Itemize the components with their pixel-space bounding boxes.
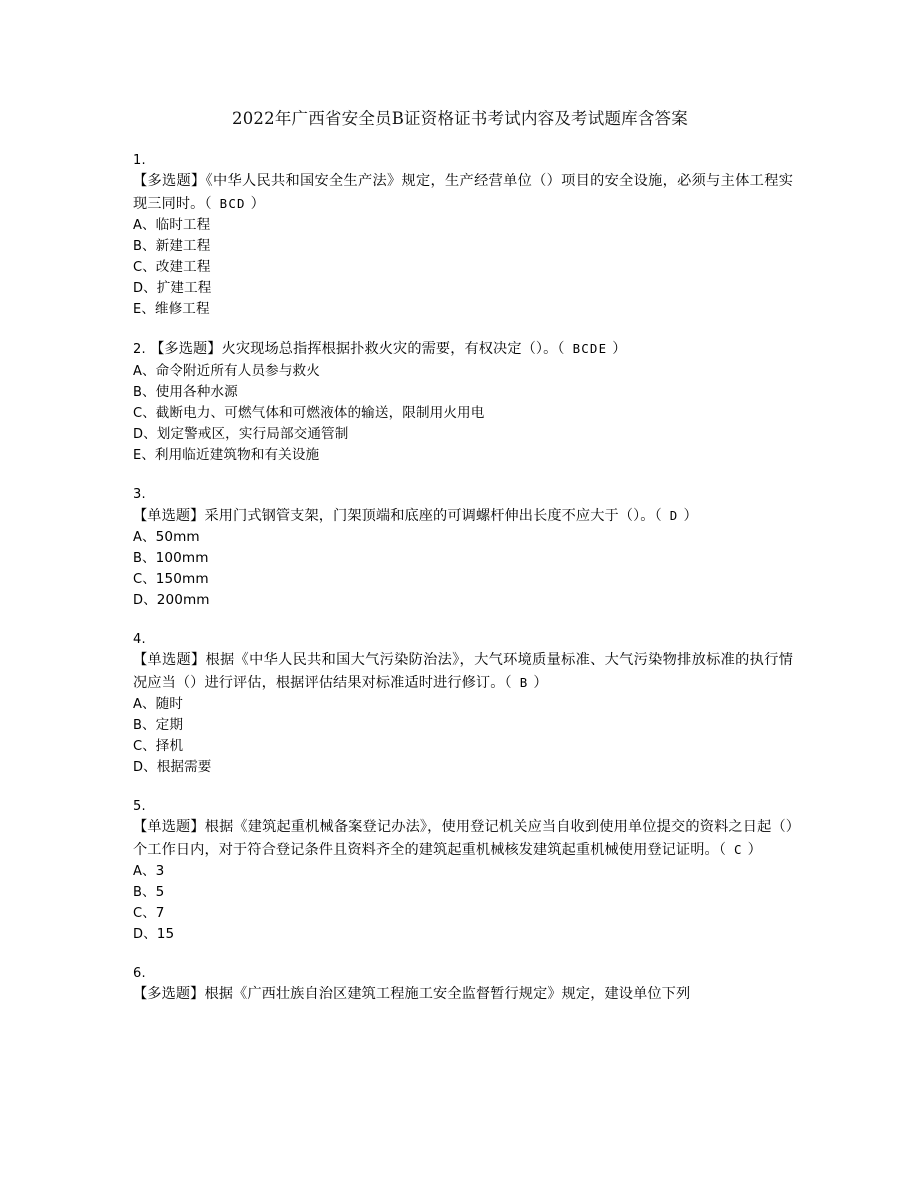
page-title: 2022年广西省安全员B证资格证书考试内容及考试题库含答案: [232, 109, 688, 128]
question-text: 采用门式钢管支架，门架顶端和底座的可调螺杆伸出长度不应大于（）。: [204, 507, 655, 524]
option-letter: D: [133, 281, 144, 296]
answer-paren-open: （: [204, 195, 212, 212]
answer-paren-open: （: [504, 674, 512, 691]
option-letter: A: [133, 218, 142, 233]
question-number: 6.: [133, 966, 146, 981]
question-number: 2.: [133, 342, 151, 357]
question-list: [133, 150, 793, 1024]
option-item[interactable]: [133, 236, 793, 257]
option-letter: A: [133, 363, 142, 379]
question-text: 根据《广西壮族自治区建筑工程施工安全监督暂行规定》规定，建设单位下列: [204, 986, 691, 1002]
question-text: 根据《中华人民共和国大气污染防治法》，大气环境质量标准、大气污染物排放标准的执行情况应当（）进行评估，根据评估结果对标准适时进行修订。: [133, 652, 793, 691]
option-text: 15: [156, 926, 175, 942]
question-block: [133, 963, 793, 1006]
option-item[interactable]: [133, 903, 793, 924]
option-separator: 、: [143, 592, 157, 608]
question-stem: [133, 984, 793, 1006]
option-letter: E: [133, 447, 142, 463]
question-stem: [133, 505, 793, 528]
question-block: [133, 338, 793, 466]
option-item[interactable]: [133, 215, 793, 236]
option-text: 150mm: [155, 571, 209, 587]
answer-key: C: [734, 841, 743, 857]
answer-paren-close: ）: [533, 674, 548, 691]
answer-key: D: [669, 507, 679, 523]
option-letter: A: [133, 530, 142, 545]
option-text: 命令附近所有人员参与救火: [155, 362, 320, 379]
option-letter: D: [133, 927, 144, 942]
option-letter: D: [133, 593, 144, 608]
option-separator: 、: [142, 383, 156, 400]
option-list: [133, 215, 793, 320]
option-text: 扩建工程: [156, 280, 212, 296]
question-block: [133, 150, 793, 320]
question-stem: [133, 338, 793, 361]
answer-paren-close: ）: [612, 341, 627, 357]
option-letter: C: [133, 405, 143, 421]
option-text: 截断电力、可燃气体和可燃液体的输送，限制用火用电: [155, 404, 485, 421]
option-item[interactable]: [133, 590, 793, 611]
option-item[interactable]: [133, 382, 793, 403]
answer-paren-close: ）: [747, 841, 762, 858]
option-letter: B: [133, 551, 143, 566]
option-item[interactable]: [133, 715, 793, 736]
question-stem: [133, 650, 793, 694]
option-text: 5: [155, 884, 165, 900]
option-separator: 、: [142, 529, 156, 545]
option-letter: C: [133, 906, 143, 921]
option-text: 择机: [155, 738, 184, 754]
option-item[interactable]: [133, 445, 793, 466]
option-item[interactable]: [133, 757, 793, 778]
option-separator: 、: [142, 238, 156, 254]
option-letter: B: [133, 239, 143, 254]
answer-paren-open: （: [718, 841, 726, 858]
option-text: 利用临近建筑物和有关设施: [154, 446, 320, 463]
question-stem: [133, 171, 793, 215]
option-text: 200mm: [156, 592, 210, 608]
option-separator: 、: [143, 759, 157, 775]
option-item[interactable]: [133, 548, 793, 569]
option-letter: D: [133, 760, 144, 775]
answer-paren-open: （: [557, 341, 565, 357]
option-text: 改建工程: [155, 259, 211, 275]
option-text: 维修工程: [154, 301, 210, 317]
option-separator: 、: [142, 738, 156, 754]
option-text: 50mm: [155, 529, 200, 545]
question-type-tag: 【多选题】: [133, 173, 206, 189]
option-letter: B: [133, 384, 143, 400]
answer-key: BCD: [219, 195, 246, 211]
option-separator: 、: [142, 905, 156, 921]
question-block: [133, 484, 793, 612]
option-letter: A: [133, 864, 142, 879]
option-letter: E: [133, 302, 142, 317]
option-text: 定期: [155, 717, 184, 733]
option-list: [133, 694, 793, 778]
option-item[interactable]: [133, 694, 793, 715]
question-block: [133, 629, 793, 778]
question-text: 根据《建筑起重机械备案登记办法》，使用登记机关应当自收到使用单位提交的资料之日起（）个工作日内，对于符合登记条件且资料齐全的建筑起重机械核发建筑起重机械使用登记证明。: [133, 819, 793, 858]
question-number: 3.: [133, 486, 146, 502]
option-separator: 、: [141, 301, 155, 317]
option-letter: B: [133, 718, 143, 733]
option-letter: D: [133, 426, 144, 442]
option-item[interactable]: [133, 424, 793, 445]
option-letter: C: [133, 260, 143, 275]
answer-key: BCDE: [572, 341, 608, 356]
option-item[interactable]: [133, 278, 793, 299]
option-separator: 、: [142, 863, 156, 879]
option-separator: 、: [142, 217, 156, 233]
option-text: 划定警戒区，实行局部交通管制: [156, 425, 349, 442]
question-type-tag: 【单选题】: [133, 507, 205, 524]
option-item[interactable]: [133, 361, 793, 382]
option-text: 根据需要: [156, 759, 212, 775]
question-text: 火灾现场总指挥根据扑救火灾的需要，有权决定（）。: [221, 341, 558, 357]
option-separator: 、: [142, 884, 156, 900]
option-item[interactable]: [133, 861, 793, 882]
question-type-tag: 【单选题】: [133, 652, 206, 668]
question-block: [133, 796, 793, 945]
option-text: 使用各种水源: [155, 383, 238, 400]
option-list: [133, 861, 793, 945]
option-separator: 、: [142, 550, 156, 566]
question-type-tag: 【单选题】: [133, 819, 205, 835]
option-separator: 、: [142, 717, 156, 733]
option-text: 随时: [155, 696, 183, 712]
answer-key: B: [519, 674, 529, 690]
question-type-tag: 【多选题】: [150, 341, 222, 357]
option-separator: 、: [143, 926, 157, 942]
option-separator: 、: [141, 446, 155, 463]
option-item[interactable]: [133, 527, 793, 548]
answer-paren-close: ）: [250, 195, 265, 212]
question-stem: [133, 817, 793, 861]
option-letter: A: [133, 697, 142, 712]
question-number: 4.: [133, 632, 146, 647]
option-separator: 、: [142, 696, 156, 712]
option-item[interactable]: [133, 257, 793, 278]
option-item[interactable]: [133, 403, 793, 424]
option-separator: 、: [142, 362, 156, 379]
option-text: 3: [155, 863, 165, 879]
option-text: 临时工程: [155, 217, 211, 233]
answer-paren-close: ）: [683, 507, 698, 524]
option-separator: 、: [142, 571, 156, 587]
option-item[interactable]: [133, 924, 793, 945]
option-text: 100mm: [155, 550, 209, 566]
option-item[interactable]: [133, 736, 793, 757]
option-separator: 、: [142, 404, 156, 421]
option-letter: C: [133, 572, 143, 587]
question-type-tag: 【多选题】: [133, 986, 205, 1002]
question-text: 《中华人民共和国安全生产法》规定，生产经营单位（）项目的安全设施，必须与主体工程实现三同时。: [133, 173, 793, 212]
question-number: 1.: [133, 153, 146, 168]
option-text: 7: [155, 905, 165, 921]
option-item[interactable]: [133, 569, 793, 590]
option-separator: 、: [143, 425, 157, 442]
option-list: [133, 527, 793, 611]
option-list: [133, 361, 793, 466]
answer-paren-open: （: [654, 507, 662, 524]
option-item[interactable]: [133, 299, 793, 320]
option-separator: 、: [143, 280, 157, 296]
option-separator: 、: [142, 259, 156, 275]
option-letter: C: [133, 739, 143, 754]
option-text: 新建工程: [155, 238, 211, 254]
option-item[interactable]: [133, 882, 793, 903]
option-letter: B: [133, 885, 143, 900]
question-number: 5.: [133, 799, 146, 814]
